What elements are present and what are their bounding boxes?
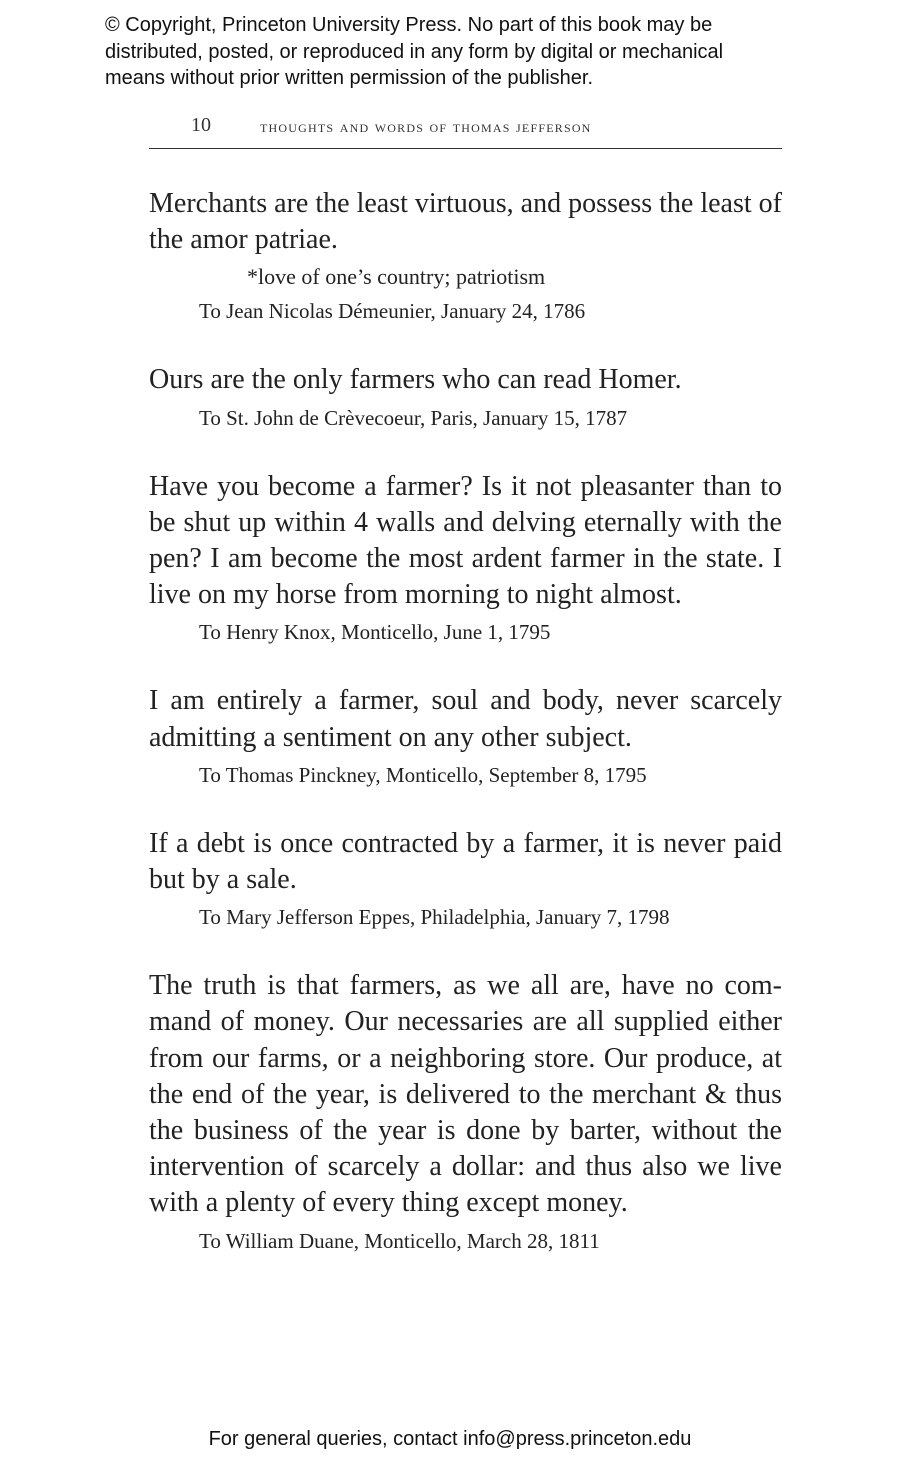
quote-entry <box>149 826 782 932</box>
footnote: *love of one’s country; patriotism <box>247 264 546 290</box>
quote-citation: To Henry Knox, Monticello, June 1, 1795 <box>199 620 551 645</box>
running-title: thoughts and words of thomas jefferson <box>260 117 592 136</box>
copyright-notice <box>105 12 865 92</box>
quote-citation: To St. John de Crèvecoeur, Paris, January 15, 1787 <box>199 405 628 430</box>
quote-text: The truth is that farmers, as we all are, have no command of money. Our necessaries are all supplied either from our farms, or a neighboring store. Our produce, at the end of the year, is delivered to the merchant & thus the business of the year is done by barter, without the intervention of scarcely a dollar: and thus also we live with a plenty of every thing except money. <box>149 970 782 1219</box>
quote-text: I am entirely a farmer, soul and body, never scarcely admitting a sentiment on any other subject. <box>149 685 782 753</box>
quote-entry <box>149 683 782 789</box>
quote-text: Merchants are the least virtuous, and possess the least of the amor patriae. <box>149 188 782 256</box>
quote-text: Ours are the only farmers who can read Homer. <box>149 364 682 396</box>
quote-entry <box>149 362 782 432</box>
quote-citation: To Jean Nicolas Démeunier, January 24, 1786 <box>199 299 586 324</box>
quote-text: If a debt is once contracted by a farmer, it is never paid but by a sale. <box>149 827 782 896</box>
page-body <box>149 186 782 1292</box>
page-number: 10 <box>191 114 211 136</box>
quote-citation: To William Duane, Monticello, March 28, 1811 <box>199 1228 600 1253</box>
quote-citation: To Mary Jefferson Eppes, Philadelphia, January 7, 1798 <box>199 905 670 930</box>
copyright-line: © Copyright, Princeton University Press. No part of this book may be <box>105 14 713 36</box>
copyright-line: distributed, posted, or reproduced in any form by digital or mechanical <box>105 40 724 63</box>
running-head <box>149 112 782 149</box>
copyright-line: means without prior written permission of the publisher. <box>105 67 594 89</box>
quote-text: Have you become a farmer? Is it not pleasanter than to be shut up within 4 walls and delving eternally with the pen? I am become the most ardent farmer in the state. I live on my horse from morning to night almost. <box>149 470 782 611</box>
contact-footer: For general queries, contact info@press.princeton.edu <box>208 1428 692 1450</box>
quote-entry <box>149 968 782 1255</box>
quote-citation: To Thomas Pinckney, Monticello, September 8, 1795 <box>199 762 647 787</box>
quote-entry <box>149 469 782 648</box>
quote-entry <box>149 186 782 326</box>
